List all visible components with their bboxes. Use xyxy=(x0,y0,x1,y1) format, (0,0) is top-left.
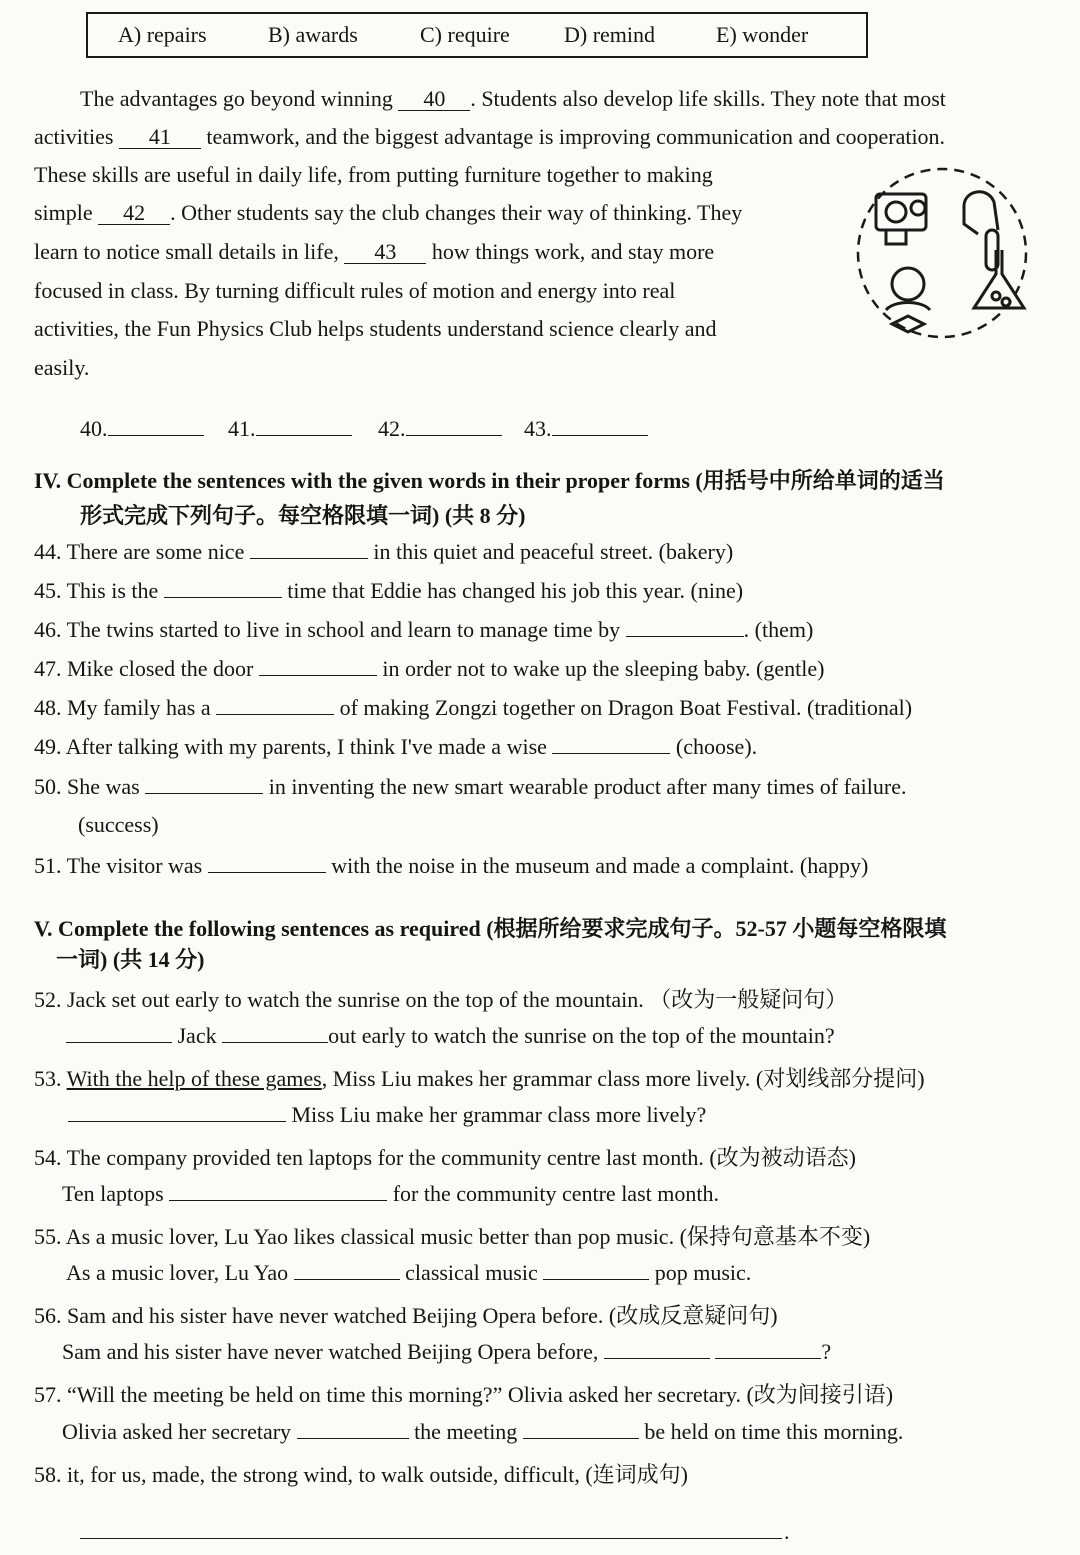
question-54-answer xyxy=(62,1180,719,1207)
passage-text: teamwork, and the biggest advantage is improving communication and cooperation. xyxy=(206,124,946,149)
question-45 xyxy=(34,577,743,604)
question-57-answer xyxy=(62,1418,903,1445)
answer-blank[interactable] xyxy=(543,1259,649,1280)
answer-blank[interactable] xyxy=(626,616,744,637)
question-47 xyxy=(34,655,824,682)
slot-label: 40. xyxy=(80,416,108,441)
question-text: with the noise in the museum and made a complaint. (happy) xyxy=(331,853,869,878)
question-text: be held on time this morning. xyxy=(644,1419,904,1444)
passage-line-4 xyxy=(34,200,742,226)
word-option-e: E) wonder xyxy=(716,22,809,47)
question-number: 53. xyxy=(34,1066,62,1091)
question-text: out early to watch the sunrise on the top of the mountain? xyxy=(328,1023,835,1048)
answer-blank[interactable] xyxy=(174,1101,286,1122)
question-text: time that Eddie has changed his job this year. (nine) xyxy=(287,578,744,603)
blank-40[interactable]: 40 xyxy=(398,88,470,111)
answer-blank[interactable] xyxy=(216,694,334,715)
question-52-answer xyxy=(66,1022,835,1049)
question-53 xyxy=(34,1062,925,1093)
word-bank-box xyxy=(86,12,868,58)
question-text: , Miss Liu makes her grammar class more lively. (对划线部分提问) xyxy=(321,1066,925,1091)
passage-line-2 xyxy=(34,124,945,150)
word-option-b: B) awards xyxy=(268,22,358,47)
question-54: 54. The company provided ten laptops for the community centre last month. (改为被动语态) xyxy=(34,1145,856,1170)
answer-blank[interactable] xyxy=(715,1338,821,1359)
science-illustration xyxy=(846,160,1038,346)
question-55-answer xyxy=(66,1259,751,1286)
question-51 xyxy=(34,852,868,879)
question-text: 47. Mike closed the door xyxy=(34,656,254,681)
answer-blank[interactable] xyxy=(250,538,368,559)
passage-line-1 xyxy=(80,86,946,112)
slot-label: 43. xyxy=(524,416,552,441)
answer-blank[interactable] xyxy=(164,577,282,598)
blank-41[interactable]: 41 xyxy=(119,126,201,149)
question-58: 58. it, for us, made, the strong wind, to walk outside, difficult, (连词成句) xyxy=(34,1462,689,1487)
underlined-phrase: With the help of these games xyxy=(66,1066,322,1091)
blank-42[interactable]: 42 xyxy=(98,202,170,225)
passage-text: learn to notice small details in life, xyxy=(34,239,339,264)
slot-label: 42. xyxy=(378,416,406,441)
question-text: Miss Liu make her grammar class more lively? xyxy=(291,1102,707,1127)
answer-line-period: . xyxy=(784,1519,790,1544)
question-50 xyxy=(34,773,907,800)
answer-blank[interactable] xyxy=(169,1180,275,1201)
question-text: Ten laptops xyxy=(62,1181,164,1206)
passage-text: . Students also develop life skills. They note that most xyxy=(470,86,946,111)
passage-text: how things work, and stay more xyxy=(431,239,715,264)
blank-43[interactable]: 43 xyxy=(344,241,426,264)
section-4-title-cont: 形式完成下列句子。每空格限填一词) (共 8 分) xyxy=(80,503,526,528)
answer-slot-43 xyxy=(524,415,648,442)
question-text: for the community centre last month. xyxy=(392,1181,719,1206)
answer-blank[interactable] xyxy=(66,1022,172,1043)
passage-line-6: focused in class. By turning difficult rules of motion and energy into real xyxy=(34,278,676,303)
answer-blank[interactable] xyxy=(297,1418,409,1439)
section-5-title: V. Complete the following sentences as required (根据所给要求完成句子。52-57 小题每空格限填 xyxy=(34,916,947,941)
answer-blank[interactable] xyxy=(145,773,263,794)
answer-blank[interactable] xyxy=(552,733,670,754)
answer-slot-40 xyxy=(80,415,204,442)
question-57: 57. “Will the meeting be held on time this morning?” Olivia asked her secretary. (改为间接引语) xyxy=(34,1382,894,1407)
question-52: 52. Jack set out early to watch the sunrise on the top of the mountain. （改为一般疑问句） xyxy=(34,987,848,1012)
hand-test-tube-icon xyxy=(964,192,998,270)
question-text: the meeting xyxy=(414,1419,518,1444)
section-4-title: IV. Complete the sentences with the given words in their proper forms (用括号中所给单词的适当 xyxy=(34,468,945,493)
question-text: Olivia asked her secretary xyxy=(62,1419,292,1444)
question-text: Jack xyxy=(177,1023,217,1048)
question-text: classical music xyxy=(405,1260,538,1285)
passage-line-5 xyxy=(34,239,714,265)
question-text: 48. My family has a xyxy=(34,695,211,720)
question-text: pop music. xyxy=(654,1260,752,1285)
slot-label: 41. xyxy=(228,416,256,441)
question-text: 44. There are some nice xyxy=(34,539,245,564)
answer-blank[interactable] xyxy=(275,1180,387,1201)
word-option-d: D) remind xyxy=(564,22,656,47)
passage-line-3: These skills are useful in daily life, from putting furniture together to making xyxy=(34,162,713,187)
question-text: . (them) xyxy=(743,617,814,642)
question-text: in order not to wake up the sleeping baby. (gentle) xyxy=(382,656,825,681)
question-48 xyxy=(34,694,912,721)
answer-blank[interactable] xyxy=(259,655,377,676)
question-text: of making Zongzi together on Dragon Boat Festival. (traditional) xyxy=(339,695,913,720)
question-text: 45. This is the xyxy=(34,578,159,603)
passage-text: The advantages go beyond winning xyxy=(80,86,393,111)
question-text: (choose). xyxy=(675,734,758,759)
question-text: As a music lover, Lu Yao xyxy=(66,1260,289,1285)
answer-blank[interactable] xyxy=(208,852,326,873)
question-49 xyxy=(34,733,757,760)
answer-blank[interactable] xyxy=(604,1338,710,1359)
answer-slot-41 xyxy=(228,415,352,442)
question-text: 49. After talking with my parents, I think I've made a wise xyxy=(34,734,547,759)
answer-blank[interactable] xyxy=(406,415,502,436)
question-text: 51. The visitor was xyxy=(34,853,203,878)
question-55: 55. As a music lover, Lu Yao likes classical music better than pop music. (保持句意基本不变) xyxy=(34,1224,871,1249)
section-5-title-cont: 一词) (共 14 分) xyxy=(56,947,205,972)
word-option-c: C) require xyxy=(420,22,510,47)
answer-line-58[interactable] xyxy=(80,1538,782,1539)
question-text: in this quiet and peaceful street. (bakery) xyxy=(373,539,734,564)
question-text: 50. She was xyxy=(34,774,140,799)
answer-blank[interactable] xyxy=(256,415,352,436)
passage-text: . Other students say the club changes their way of thinking. They xyxy=(170,200,743,225)
word-option-a: A) repairs xyxy=(118,22,207,47)
answer-slot-42 xyxy=(378,415,502,442)
answer-blank[interactable] xyxy=(294,1259,400,1280)
passage-line-8: easily. xyxy=(34,355,90,380)
passage-text: simple xyxy=(34,200,93,225)
student-icon xyxy=(886,268,930,332)
question-46 xyxy=(34,616,813,643)
question-50-hint: (success) xyxy=(78,812,159,837)
answer-blank[interactable] xyxy=(552,415,648,436)
question-44 xyxy=(34,538,733,565)
answer-blank[interactable] xyxy=(108,415,204,436)
answer-blank[interactable] xyxy=(222,1022,328,1043)
answer-blank[interactable] xyxy=(523,1418,639,1439)
question-text: 46. The twins started to live in school and learn to manage time by xyxy=(34,617,621,642)
question-text: ? xyxy=(821,1339,832,1364)
question-56-answer xyxy=(62,1338,831,1365)
question-text: in inventing the new smart wearable product after many times of failure. xyxy=(268,774,907,799)
puzzle-gear-icon xyxy=(876,194,926,244)
answer-blank[interactable] xyxy=(68,1101,174,1122)
passage-text: activities xyxy=(34,124,114,149)
question-text: Sam and his sister have never watched Beijing Opera before, xyxy=(62,1339,599,1364)
question-53-answer xyxy=(68,1101,706,1128)
passage-line-7: activities, the Fun Physics Club helps students understand science clearly and xyxy=(34,316,717,341)
question-56: 56. Sam and his sister have never watched Beijing Opera before. (改成反意疑问句) xyxy=(34,1303,778,1328)
